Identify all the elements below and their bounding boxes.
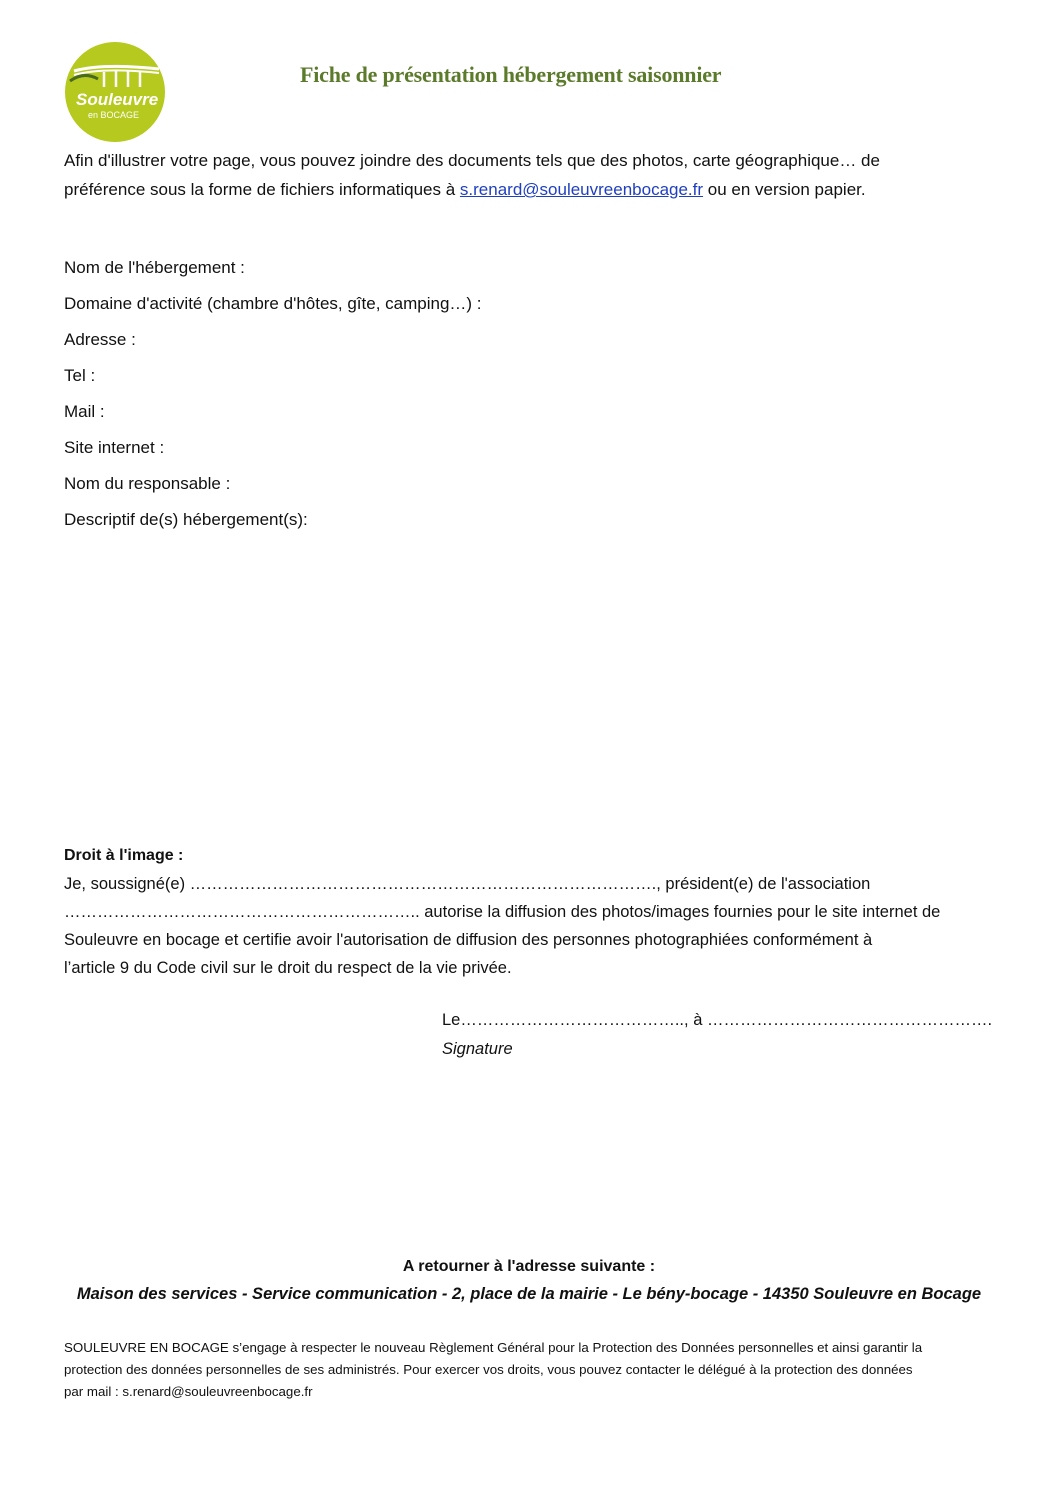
field-site-internet: Site internet : <box>64 438 165 457</box>
rgpd-line: protection des données personnelles de ses administrés. Pour exercer vos droits, vous pouvez contacter le délégué à la protection des données <box>64 1362 913 1377</box>
rgpd-notice <box>64 1337 994 1403</box>
field-mail: Mail : <box>64 402 105 421</box>
droit-line: l’article 9 du Code civil sur le droit du respect de la vie privée. <box>64 959 512 977</box>
droit-line: Souleuvre en bocage et certifie avoir l'autorisation de diffusion des personnes photographiées conformément à <box>64 931 873 949</box>
droit-line: Je, soussigné(e) …………………………………………………………………………., président(e) de l'association <box>64 875 871 893</box>
logo-text-bocage: en BOCAGE <box>88 110 140 120</box>
email-link[interactable]: s.renard@souleuvreenbocage.fr <box>459 180 704 199</box>
field-domaine-activite: Domaine d'activité (chambre d'hôtes, gîte, camping…) : <box>64 294 482 313</box>
document-title: Fiche de présentation hébergement saisonnier <box>300 62 722 87</box>
field-tel: Tel : <box>64 366 96 385</box>
logo-text-souleuvre: Souleuvre <box>76 90 159 109</box>
date-place-line: Le………………………………….., à ……………………………………………. <box>442 1011 993 1029</box>
droit-line: ……………………………………………………….. autorise la diffusion des photos/images fournies pour le site internet de <box>64 903 941 921</box>
signature-label: Signature <box>442 1040 513 1058</box>
return-heading: A retourner à l'adresse suivante : <box>402 1258 656 1275</box>
field-descriptif: Descriptif de(s) hébergement(s): <box>64 510 308 529</box>
field-adresse: Adresse : <box>64 330 136 349</box>
rgpd-line: par mail : s.renard@souleuvreenbocage.fr <box>64 1384 313 1399</box>
rgpd-line: SOULEUVRE EN BOCAGE s’engage à respecter le nouveau Règlement Général pour la Protection des Données personnelles et ainsi garantir la <box>64 1340 923 1355</box>
droit-image-heading: Droit à l'image : <box>64 847 184 864</box>
intro-text-end: ou en version papier. <box>703 180 866 199</box>
field-nom-hebergement: Nom de l'hébergement : <box>64 258 245 277</box>
souleuvre-logo <box>64 41 166 143</box>
return-address: Maison des services - Service communication - 2, place de la mairie - Le bény-bocage - 14350 Souleuvre en Bocage <box>76 1285 982 1303</box>
field-nom-responsable: Nom du responsable : <box>64 474 231 493</box>
intro-paragraph <box>64 146 964 204</box>
droit-image-paragraph <box>64 870 964 982</box>
intro-text: Afin d'illustrer votre page, vous pouvez joindre des documents tels que des photos, carte géographique… de préférence sous la forme de fichiers informatiques à <box>64 151 880 199</box>
